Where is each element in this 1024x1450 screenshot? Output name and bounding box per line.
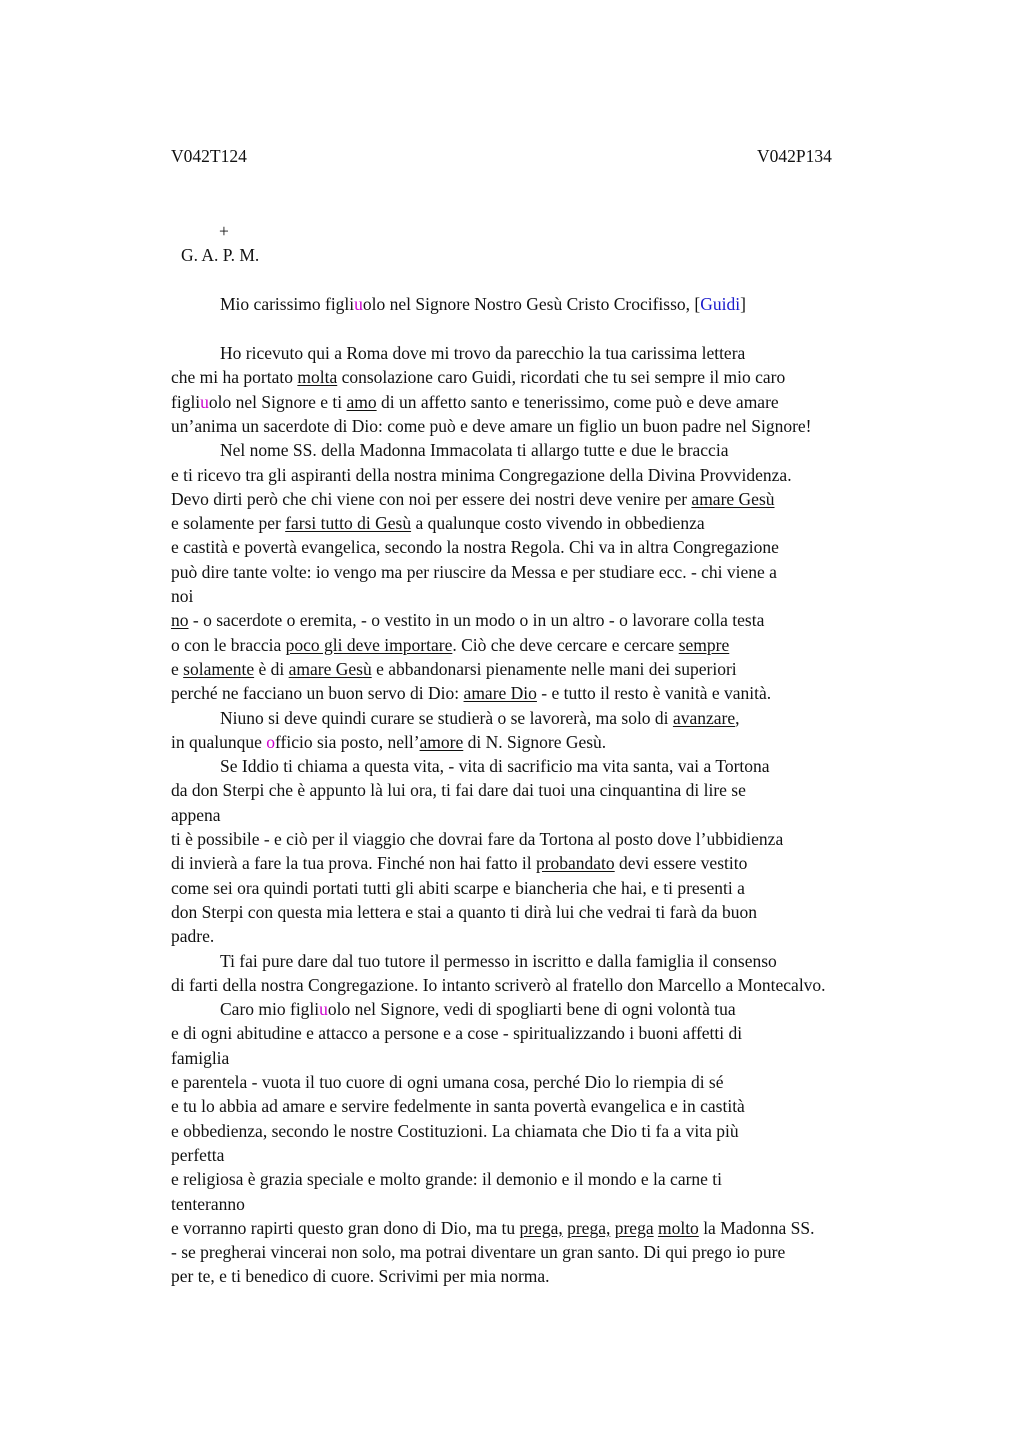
text-run: olo nel Signore e ti xyxy=(208,391,347,412)
text-run: ti è possibile - e ciò per il viaggio che dovrai fare da Tortona al posto dove l’ubbidienza xyxy=(171,829,784,849)
letter-line xyxy=(171,562,777,583)
letter-line xyxy=(220,999,736,1020)
underlined-word: no xyxy=(171,610,189,631)
underlined-word: prega, xyxy=(567,1217,611,1238)
underlined-word: amo xyxy=(346,391,377,412)
letter-line xyxy=(171,635,729,656)
letter-line xyxy=(171,537,779,558)
letter-line xyxy=(171,416,812,437)
letter-line xyxy=(220,756,770,777)
letter-line xyxy=(171,586,193,607)
magenta-correction: u xyxy=(200,391,209,412)
letter-line xyxy=(171,1096,745,1117)
text-run: perché ne facciano un buon servo di Dio: xyxy=(171,683,464,704)
text-run: Se Iddio ti chiama a questa vita, - vita di sacrificio ma vita santa, vai a Tortona xyxy=(220,756,770,777)
magenta-correction: u xyxy=(319,999,328,1020)
letter-line xyxy=(171,780,746,801)
text-run: Devo dirti però che chi viene con noi per essere dei nostri deve venire per xyxy=(171,488,692,509)
letter-line xyxy=(171,902,757,923)
text-run: Caro mio figli xyxy=(220,999,320,1020)
text-run: , xyxy=(735,707,740,728)
underlined-word: prega, xyxy=(519,1217,563,1238)
text-run: e castità e povertà evangelica, secondo la nostra Regola. Chi va in altra Congregazione xyxy=(171,537,779,558)
letter-line xyxy=(171,975,826,996)
letter-line xyxy=(171,1242,785,1263)
underlined-word: amore xyxy=(419,731,464,752)
text-run: Mio carissimo figli xyxy=(220,294,355,314)
text-run: e di ogni abitudine e attacco a persone e a cose - spiritualizzando i buoni affetti di xyxy=(171,1023,743,1044)
letter-line xyxy=(220,708,739,729)
text-run: per te, e ti benedico di cuore. Scrivimi per mia norma. xyxy=(171,1266,550,1287)
letter-line xyxy=(171,1023,742,1044)
text-run: o con le braccia xyxy=(171,634,286,655)
text-run: famiglia xyxy=(171,1047,230,1068)
text-run: Niuno si deve quindi curare se studierà o se lavorerà, ma solo di xyxy=(220,707,673,728)
text-run: padre. xyxy=(171,926,215,947)
letter-line xyxy=(171,465,792,486)
text-run: di invierà a fare la tua prova. Finché non hai fatto il xyxy=(171,853,536,874)
letter-line xyxy=(171,610,764,631)
text-run: figli xyxy=(171,391,201,412)
letter-line xyxy=(171,732,606,753)
letter-line xyxy=(171,805,221,826)
text-run: di un affetto santo e tenerissimo, come può e deve amare xyxy=(376,391,779,412)
document-code-right: V042P134 xyxy=(757,146,832,166)
letter-line xyxy=(171,392,779,413)
text-run: come sei ora quindi portati tutti gli abiti scarpe e biancheria che hai, e ti presenti a xyxy=(171,877,745,898)
letter-line xyxy=(171,1169,722,1190)
underlined-word: molto xyxy=(657,1217,699,1238)
text-run: Nel nome SS. della Madonna Immacolata ti allargo tutte e due le braccia xyxy=(220,440,729,461)
text-run: un’anima un sacerdote di Dio: come può e deve amare un figlio un buon padre nel Signore! xyxy=(171,415,812,436)
text-run: . Ciò che deve cercare e cercare xyxy=(452,634,679,655)
text-run: di N. Signore Gesù. xyxy=(463,731,607,752)
text-run: - e tutto il resto è vanità e vanità. xyxy=(536,683,772,704)
letter-line xyxy=(171,1072,724,1093)
text-run: e abbandonarsi pienamente nelle mani dei superiori xyxy=(371,658,737,679)
magenta-correction: u xyxy=(354,294,363,314)
underlined-word: solamente xyxy=(183,658,255,679)
text-run: olo nel Signore Nostro Gesù Cristo Crocifisso, [ xyxy=(362,294,701,314)
text-run: noi xyxy=(171,586,194,606)
underlined-word: amare Gesù xyxy=(288,658,372,679)
text-run: a qualunque costo vivendo in obbedienza xyxy=(411,513,705,534)
underlined-word: amare Gesù xyxy=(691,488,775,509)
text-run: appena xyxy=(171,804,221,825)
text-run: tenteranno xyxy=(171,1193,245,1214)
letter-line xyxy=(220,951,777,972)
text-run: può dire tante volte: io vengo ma per riuscire da Messa e per studiare ecc. - chi viene a xyxy=(171,561,777,582)
underlined-word: prega xyxy=(614,1217,654,1238)
recipient-name: Guidi xyxy=(700,294,741,314)
letter-line xyxy=(171,683,771,704)
letter-line xyxy=(171,1145,224,1166)
text-run: - se pregherai vincerai non solo, ma potrai diventare un gran santo. Di qui prego io pure xyxy=(171,1242,786,1263)
text-run: olo nel Signore, vedi di spogliarti bene di ogni volontà tua xyxy=(327,999,736,1020)
letter-line xyxy=(171,1048,229,1069)
underlined-word: molta xyxy=(297,367,338,388)
magenta-correction: o xyxy=(266,731,276,752)
letter-line xyxy=(171,853,747,874)
salutation xyxy=(220,294,746,315)
text-run: e xyxy=(171,658,184,679)
letter-line xyxy=(171,1218,815,1239)
text-run: don Sterpi con questa mia lettera e stai a quanto ti dirà lui che vedrai ti farà da buon xyxy=(171,901,758,922)
text-run: che mi ha portato xyxy=(171,367,298,388)
letter-line xyxy=(220,440,728,461)
letter-line xyxy=(171,829,783,850)
letter-line xyxy=(171,1194,245,1215)
letter-line xyxy=(171,659,737,680)
letter-line xyxy=(171,367,785,388)
text-run: e religiosa è grazia speciale e molto grande: il demonio e il mondo e la carne ti xyxy=(171,1169,723,1190)
text-run: e ti ricevo tra gli aspiranti della nostra minima Congregazione della Divina Provvidenza. xyxy=(171,464,792,485)
cross-symbol: + xyxy=(219,221,229,241)
underlined-word: avanzare xyxy=(672,707,736,728)
text-run: consolazione caro Guidi, ricordati che tu sei sempre il mio caro xyxy=(337,367,786,388)
underlined-word: probandato xyxy=(535,853,615,874)
text-run: e tu lo abbia ad amare e servire fedelmente in santa povertà evangelica e in castità xyxy=(171,1096,745,1117)
letter-line xyxy=(220,343,745,364)
letter-line xyxy=(171,1121,739,1142)
text-run: e vorranno rapirti questo gran dono di Dio, ma tu xyxy=(171,1217,520,1238)
letter-line xyxy=(171,513,705,534)
text-run: e solamente per xyxy=(171,513,286,534)
letter-line xyxy=(171,926,214,947)
text-run: da don Sterpi che è appunto là lui ora, ti fai dare dai tuoi una cinquantina di lire se xyxy=(171,780,746,801)
text-run: e obbedienza, secondo le nostre Costituzioni. La chiamata che Dio ti fa a vita più xyxy=(171,1120,739,1141)
underlined-word: poco gli deve importare xyxy=(285,634,453,655)
letter-line xyxy=(171,489,775,510)
text-run: è di xyxy=(254,658,289,679)
text-run: e parentela - vuota il tuo cuore di ogni umana cosa, perché Dio lo riempia di sé xyxy=(171,1072,724,1092)
text-run: Ho ricevuto qui a Roma dove mi trovo da parecchio la tua carissima lettera xyxy=(220,343,746,363)
text-run: - o sacerdote o eremita, - o vestito in un modo o in un altro - o lavorare colla testa xyxy=(188,610,765,631)
text-run: devi essere vestito xyxy=(614,853,748,874)
text-run: di farti della nostra Congregazione. Io intanto scriverò al fratello don Marcello a Montecalvo. xyxy=(171,974,826,995)
text-run: la Madonna SS. xyxy=(698,1217,815,1238)
document-code-left: V042T124 xyxy=(171,146,247,166)
text-run: fficio sia posto, nell’ xyxy=(275,731,420,752)
text-run: ] xyxy=(740,294,746,314)
underlined-word: sempre xyxy=(678,634,730,655)
initials-heading: G. A. P. M. xyxy=(181,245,260,265)
letter-line xyxy=(171,1266,550,1287)
underlined-word: farsi tutto di Gesù xyxy=(285,513,412,534)
text-run: in qualunque xyxy=(171,731,267,752)
letter-line xyxy=(171,878,745,899)
underlined-word: amare Dio xyxy=(463,683,537,704)
text-run: perfetta xyxy=(171,1144,225,1165)
text-run: Ti fai pure dare dal tuo tutore il permesso in iscritto e dalla famiglia il consenso xyxy=(220,950,777,971)
